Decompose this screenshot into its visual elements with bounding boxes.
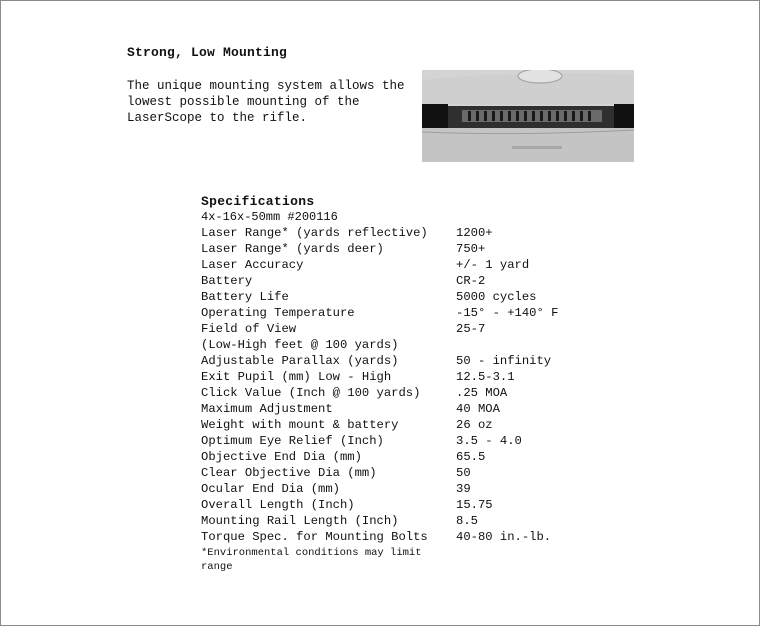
spec-value: 12.5-3.1 [456, 370, 515, 384]
spec-label: Battery Life [201, 290, 289, 304]
spec-value: 15.75 [456, 498, 493, 512]
spec-value: 40 MOA [456, 402, 500, 416]
spec-value: 750+ [456, 242, 486, 256]
spec-value: +/- 1 yard [456, 258, 530, 272]
spec-value: 5000 cycles [456, 290, 537, 304]
spec-value: 50 [456, 466, 471, 480]
spec-row [201, 241, 558, 257]
specs-model: 4x-16x-50mm #200116 [201, 210, 338, 224]
spec-row [201, 321, 558, 337]
spec-value: -15° - +140° F [456, 306, 559, 320]
spec-label: Laser Accuracy [201, 258, 304, 272]
spec-row [201, 337, 558, 353]
spec-row [201, 401, 558, 417]
spec-value: 65.5 [456, 450, 486, 464]
spec-label: Operating Temperature [201, 306, 355, 320]
spec-value: 39 [456, 482, 471, 496]
spec-row [201, 513, 558, 529]
section-heading: Strong, Low Mounting [127, 45, 288, 60]
spec-label: Adjustable Parallax (yards) [201, 354, 399, 368]
spec-label: Exit Pupil (mm) Low - High [201, 370, 392, 384]
spec-row [201, 449, 558, 465]
spec-row [201, 481, 558, 497]
spec-row [201, 497, 558, 513]
spec-row [201, 417, 558, 433]
spec-row [201, 385, 558, 401]
spec-table [201, 225, 558, 545]
spec-row [201, 465, 558, 481]
spec-value: 26 oz [456, 418, 493, 432]
footnote: *Environmental conditions may limit range [201, 547, 422, 573]
spec-value: 1200+ [456, 226, 493, 240]
spec-label: Ocular End Dia (mm) [201, 482, 340, 496]
spec-value: 25-7 [456, 322, 486, 336]
spec-label: Maximum Adjustment [201, 402, 333, 416]
spec-value: 50 - infinity [456, 354, 552, 368]
spec-value: 3.5 - 4.0 [456, 434, 522, 448]
scope-mount-photo [422, 70, 634, 162]
spec-label: Objective End Dia (mm) [201, 450, 362, 464]
scope-mount-icon [422, 70, 634, 162]
spec-value: .25 MOA [456, 386, 508, 400]
spec-row [201, 529, 558, 545]
intro-paragraph: The unique mounting system allows the lowest possible mounting of the LaserScope to the rifle. [127, 79, 405, 125]
spec-label: Laser Range* (yards reflective) [201, 226, 428, 240]
spec-row [201, 433, 558, 449]
spec-label: Optimum Eye Relief (Inch) [201, 434, 384, 448]
spec-value: 40-80 in.-lb. [456, 530, 552, 544]
spec-value: CR-2 [456, 274, 486, 288]
spec-label: Torque Spec. for Mounting Bolts [201, 530, 428, 544]
spec-row [201, 369, 558, 385]
spec-label: Battery [201, 274, 253, 288]
spec-label: Field of View [201, 322, 297, 336]
spec-row [201, 225, 558, 241]
spec-label: Clear Objective Dia (mm) [201, 466, 377, 480]
spec-row [201, 273, 558, 289]
spec-row [201, 289, 558, 305]
spec-label: Click Value (Inch @ 100 yards) [201, 386, 421, 400]
spec-label: (Low-High feet @ 100 yards) [201, 338, 399, 352]
spec-value: 8.5 [456, 514, 478, 528]
spec-row [201, 305, 558, 321]
spec-row [201, 257, 558, 273]
specs-title: Specifications [201, 194, 315, 209]
spec-label: Overall Length (Inch) [201, 498, 355, 512]
spec-row [201, 353, 558, 369]
spec-label: Laser Range* (yards deer) [201, 242, 384, 256]
spec-label: Weight with mount & battery [201, 418, 399, 432]
spec-label: Mounting Rail Length (Inch) [201, 514, 399, 528]
